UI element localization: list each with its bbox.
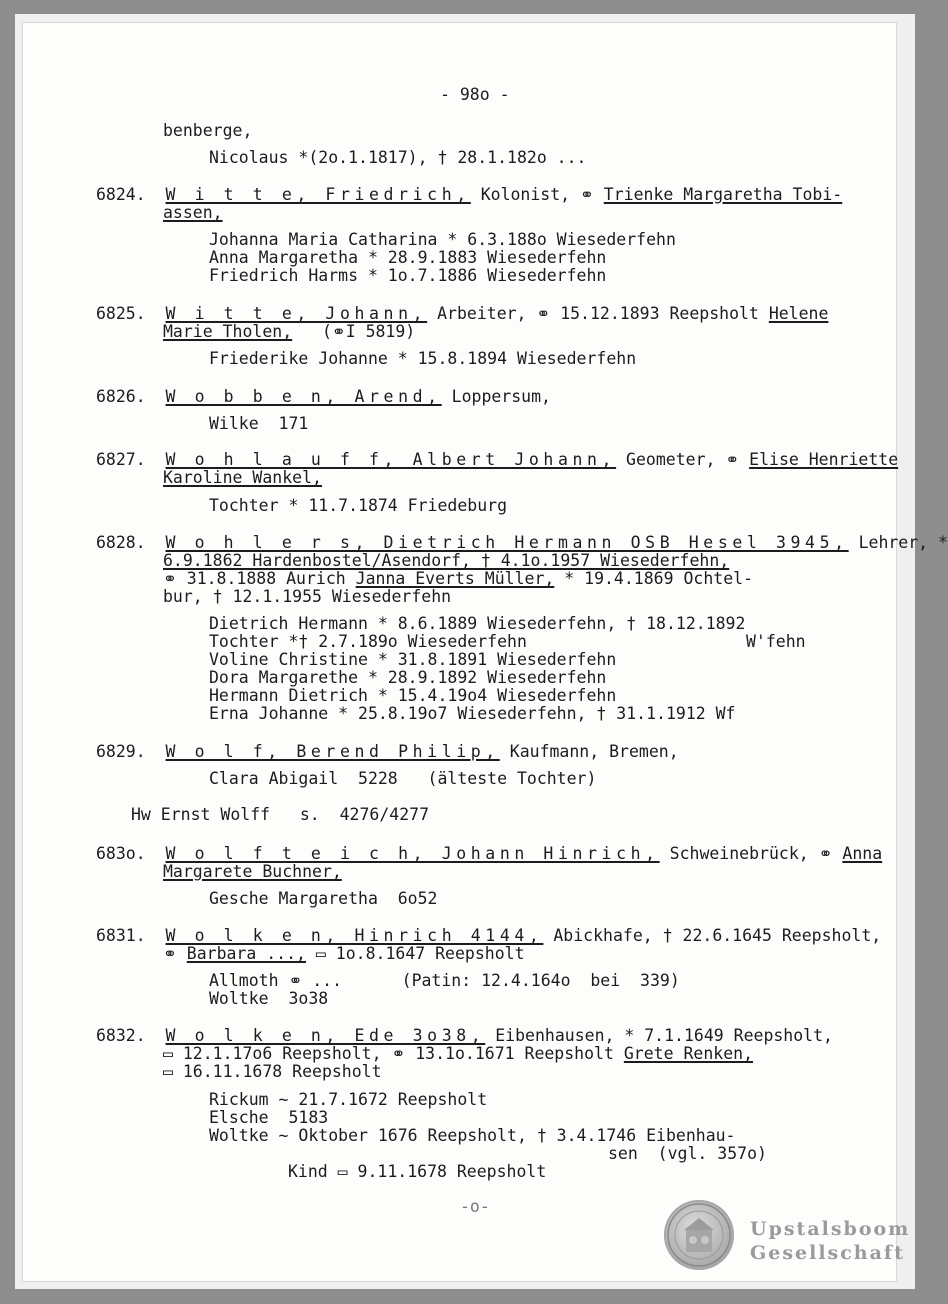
entry-6830: 683o. W o l f t e i c h, Johann Hinrich, Schweinebrück, ⚭ Anna [96,844,883,863]
entry-name: W i t t e, Friedrich, [165,185,471,204]
cross-reference: Hw Ernst Wolff s. 4276/4277 [131,805,430,824]
entry-name: W o l f t e i c h, Johann Hinrich, [165,844,660,863]
child-line: Kind ▭ 9.11.1678 Reepsholt [288,1162,547,1181]
child-line: Friederike Johanne * 15.8.1894 Wiesederfehn [209,349,637,368]
entry-number: 6828. [96,533,146,552]
child-line: Rickum ~ 21.7.1672 Reepsholt [209,1090,488,1109]
intro-line-1: benberge, [163,121,253,140]
entry-6832-line-2: ▭ 12.1.17o6 Reepsholt, ⚭ 13.1o.1671 Reepsholt Grete Renken, [163,1044,753,1063]
child-line: Elsche 5183 [209,1108,329,1127]
spouse-name: Trienke Margaretha Tobi- [603,185,843,204]
spouse-name: Helene [768,304,829,323]
entry-6828-line-3: ⚭ 31.8.1888 Aurich Janna Everts Müller, * 19.4.1869 Ochtel- [163,569,754,588]
watermark-line-2: Gesellschaft [750,1242,905,1264]
spouse-name: Elise Henriette [749,450,899,469]
entry-6827: 6827. W o h l a u f f, Albert Johann, Geometer, ⚭ Elise Henriette [96,450,899,469]
entry-number: 6827. [96,450,146,469]
child-line: Hermann Dietrich * 15.4.19o4 Wiesederfehn [209,686,617,705]
entry-number: 6825. [96,304,146,323]
child-line: Woltke 3o38 [209,989,329,1008]
spouse-name: Anna [842,844,883,863]
child-line: Dietrich Hermann * 8.6.1889 Wiesederfehn, † 18.12.1892 [209,614,746,633]
footer-mark: -o- [460,1197,490,1216]
entry-6825: 6825. W i t t e, Johann, Arbeiter, ⚭ 15.12.1893 Reepsholt Helene [96,304,829,323]
entry-6827-line-2: Karoline Wankel, [163,468,322,487]
entry-name: W o b b e n, Arend, [165,387,442,406]
entry-name: W o l k e n, Hinrich 4144, [165,926,544,945]
spouse-name: Janna Everts Müller, [355,569,555,588]
child-line: Tochter *† 2.7.189o Wiesederfehn [209,632,527,651]
entry-number: 6824. [96,185,146,204]
intro-line-2: Nicolaus *(2o.1.1817), † 28.1.182o ... [209,148,587,167]
entry-name: W o h l a u f f, Albert Johann, [165,450,617,469]
watermark-line-1: Upstalsboom [750,1218,911,1240]
child-line: Voline Christine * 31.8.1891 Wiesederfehn [209,650,617,669]
child-line: Erna Johanne * 25.8.19o7 Wiesederfehn, † 31.1.1912 Wf [209,704,736,723]
entry-number: 6832. [96,1026,146,1045]
entry-number: 683o. [96,844,146,863]
entry-6828-line-2: 6.9.1862 Hardenbostel/Asendorf, † 4.1o.1957 Wiesederfehn, [163,551,730,570]
child-line: Dora Margarethe * 28.9.1892 Wiesederfehn [209,668,607,687]
child-line: Woltke ~ Oktober 1676 Reepsholt, † 3.4.1746 Eibenhau- [209,1126,736,1145]
child-line-continued: sen (vgl. 357o) [608,1144,767,1163]
child-line: Tochter * 11.7.1874 Friedeburg [209,496,508,515]
child-note: W'fehn [746,632,806,651]
entry-6824-line-2: assen, [163,203,223,222]
seal-icon [664,1200,734,1270]
child-line: Friedrich Harms * 1o.7.1886 Wiesederfehn [209,266,607,285]
entry-6828-line-4: bur, † 12.1.1955 Wiesederfehn [163,587,452,606]
entry-name: W o l f, Berend Philip, [165,742,500,761]
entry-6824: 6824. W i t t e, Friedrich, Kolonist, ⚭ Trienke Margaretha Tobi- [96,185,843,204]
entry-6831-line-2: ⚭ Barbara ..., ▭ 1o.8.1647 Reepsholt [163,944,525,963]
entry-6825-line-2: Marie Tholen, (⚭I 5819) [163,322,416,341]
child-line: Anna Margaretha * 28.9.1883 Wiesederfehn [209,248,607,267]
entry-6832-line-3: ▭ 16.11.1678 Reepsholt [163,1062,382,1081]
spouse-name: Barbara ..., [186,944,306,963]
child-line: Gesche Margaretha 6o52 [209,889,438,908]
child-line: Clara Abigail 5228 (älteste Tochter) [209,769,597,788]
entry-6831: 6831. W o l k e n, Hinrich 4144, Abickhafe, † 22.6.1645 Reepsholt, [96,926,882,945]
entry-number: 6826. [96,387,146,406]
child-line: Wilke 171 [209,414,309,433]
entry-name: W i t t e, Johann, [165,304,428,323]
entry-name: W o l k e n, Ede 3o38, [165,1026,486,1045]
entry-6828: 6828. W o h l e r s, Dietrich Hermann OSB Hesel 3945, Lehrer, * [96,533,948,552]
entry-6830-line-2: Margarete Buchner, [163,862,342,881]
entry-6826: 6826. W o b b e n, Arend, Loppersum, [96,387,551,406]
spouse-name: Grete Renken, [623,1044,753,1063]
entry-name: W o h l e r s, Dietrich Hermann OSB Hesel 3945, [165,533,849,552]
entry-number: 6831. [96,926,146,945]
entry-6829: 6829. W o l f, Berend Philip, Kaufmann, Bremen, [96,742,679,761]
entry-number: 6829. [96,742,146,761]
child-line: Johanna Maria Catharina * 6.3.188o Wiesederfehn [209,230,676,249]
child-line: Allmoth ⚭ ... (Patin: 12.4.164o bei 339) [209,971,680,990]
entry-6832: 6832. W o l k e n, Ede 3o38, Eibenhausen, * 7.1.1649 Reepsholt, [96,1026,833,1045]
page-number: - 98o - [440,85,510,104]
